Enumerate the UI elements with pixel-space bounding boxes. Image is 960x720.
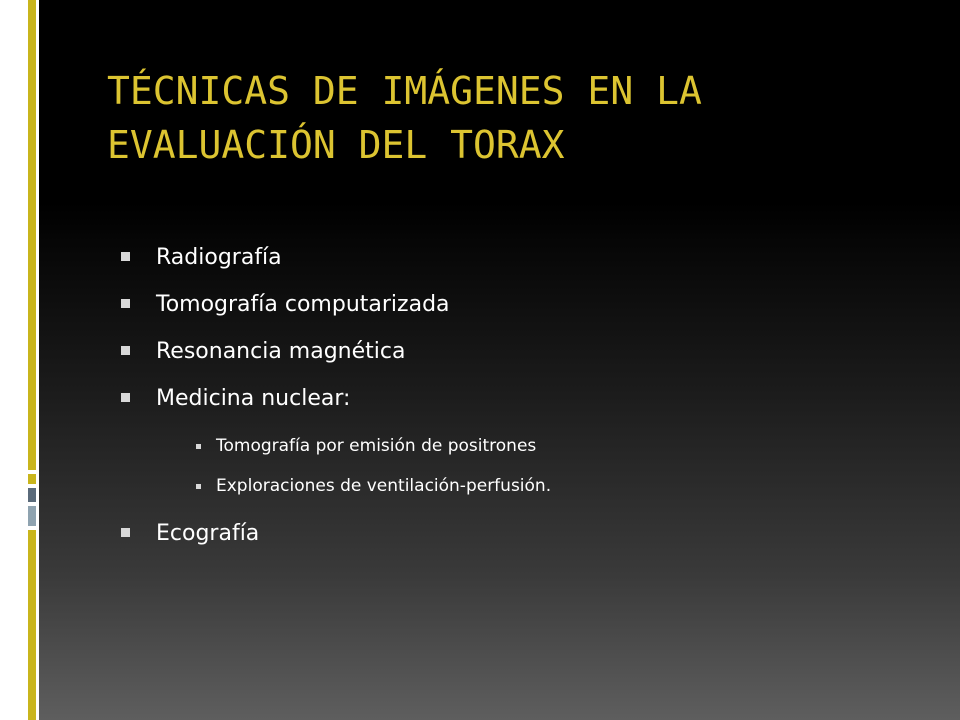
list-item-label: Medicina nuclear: — [156, 386, 351, 411]
accent-square-slate — [28, 488, 36, 502]
list-item — [118, 238, 918, 285]
small-square-bullet-icon — [196, 444, 201, 449]
list-item — [118, 514, 918, 561]
list-item-label: Radiografía — [156, 245, 282, 270]
sub-list-item-label: Exploraciones de ventilación-perfusión. — [216, 476, 552, 496]
sub-list-item-label: Tomografía por emisión de positrones — [216, 436, 537, 456]
list-item — [118, 332, 918, 379]
slide-title: TÉCNICAS DE IMÁGENES EN LA EVALUACIÓN DEL TORAX — [107, 69, 702, 167]
list-item-label: Ecografía — [156, 521, 260, 546]
accent-square-yellow — [28, 474, 36, 484]
square-bullet-icon — [121, 346, 130, 355]
bullet-list — [118, 238, 918, 561]
list-item — [118, 285, 918, 332]
small-square-bullet-icon — [196, 484, 201, 489]
square-bullet-icon — [121, 252, 130, 261]
square-bullet-icon — [121, 299, 130, 308]
list-item-label: Resonancia magnética — [156, 339, 406, 364]
square-bullet-icon — [121, 393, 130, 402]
list-item-label: Tomografía computarizada — [156, 292, 450, 317]
accent-square-gray — [28, 506, 36, 526]
list-item — [118, 379, 918, 426]
sub-list-item — [118, 426, 918, 466]
sub-list-item — [118, 466, 918, 506]
square-bullet-icon — [121, 528, 130, 537]
accent-bar-bottom — [28, 530, 36, 720]
accent-bar-top — [28, 0, 36, 470]
